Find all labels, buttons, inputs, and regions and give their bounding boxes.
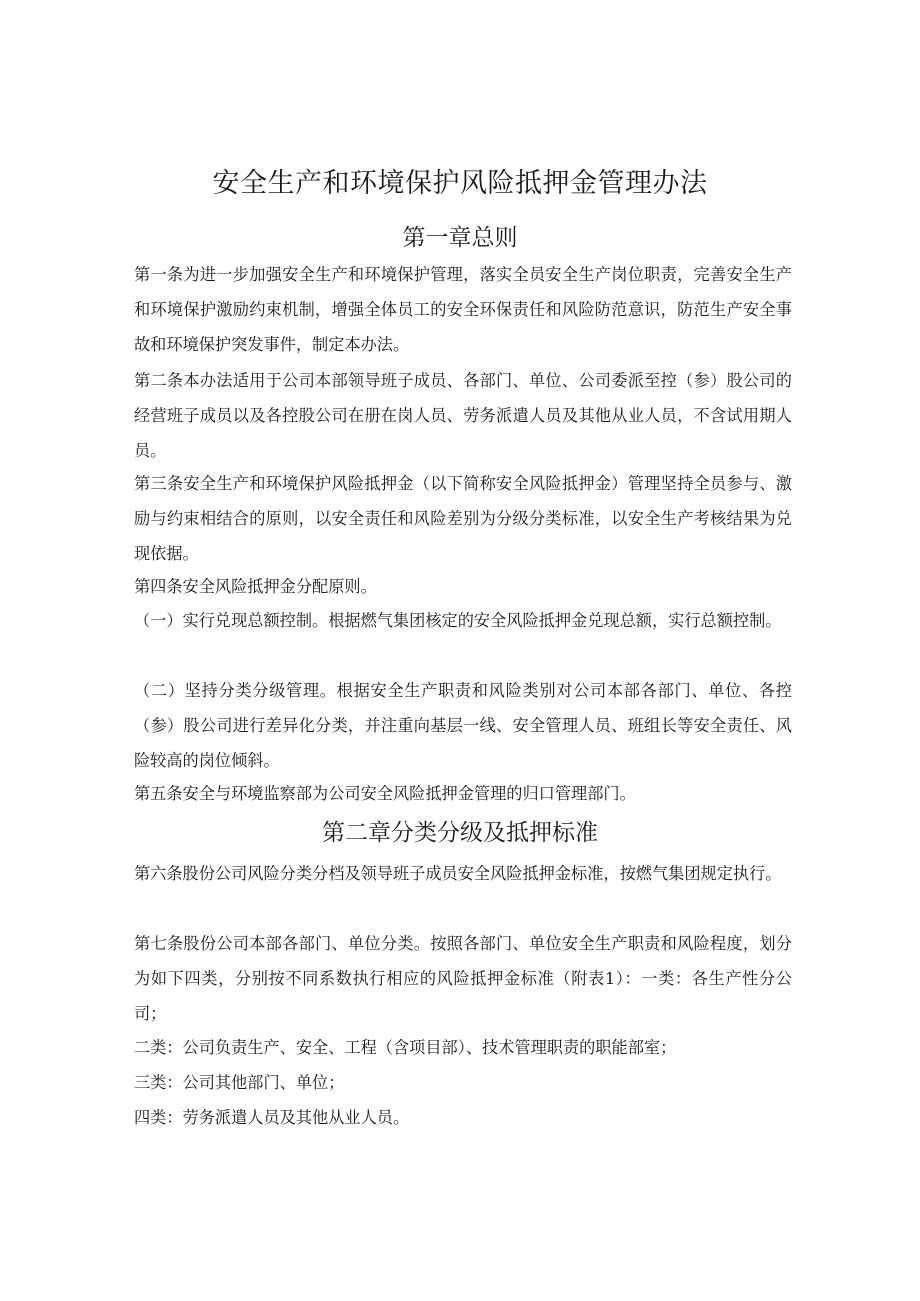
- article-6-paragraph: 第六条股份公司风险分类分档及领导班子成员安全风险抵押金标准，按燃气集团规定执行。: [134, 864, 782, 883]
- article-4-paragraph: 第四条安全风险抵押金分配原则。: [134, 577, 377, 596]
- article-1-paragraph: 第一条为进一步加强安全生产和环境保护管理，落实全员安全生产岗位职责，完善安全生产和环境保护激励约束机制，增强全体员工的安全环保责任和风险防范意识，防范生产安全事故和环境保护突发事件，制定本办法。: [134, 265, 792, 354]
- chapter-2-heading: 第二章分类分级及抵押标准: [322, 820, 598, 846]
- article-7-paragraph: 第七条股份公司本部各部门、单位分类。按照各部门、单位安全生产职责和风险程度，划分为如下四类，分别按不同系数执行相应的风险抵押金标准（附表1）：一类：各生产性分公司；: [134, 934, 792, 1023]
- category-4-paragraph: 四类：劳务派遣人员及其他从业人员。: [134, 1108, 410, 1127]
- article-2-paragraph: 第二条本办法适用于公司本部领导班子成员、各部门、单位、公司委派至控（参）股公司的经营班子成员以及各控股公司在册在岗人员、劳务派遣人员及其他从业人员，不含试用期人员。: [134, 371, 792, 460]
- article-4-item-2: （二）坚持分类分级管理。根据安全生产职责和风险类别对公司本部各部门、单位、各控（参）股公司进行差异化分类，并注重向基层一线、安全管理人员、班组长等安全责任、风险较高的岗位倾斜。: [134, 681, 792, 770]
- article-3-paragraph: 第三条安全生产和环境保护风险抵押金（以下简称安全风险抵押金）管理坚持全员参与、激励与约束相结合的原则，以安全责任和风险差别为分级分类标准，以安全生产考核结果为兑现依据。: [134, 474, 792, 563]
- article-5-paragraph: 第五条安全与环境监察部为公司安全风险抵押金管理的归口管理部门。: [134, 784, 636, 803]
- article-4-item-1: （一）实行兑现总额控制。根据燃气集团核定的安全风险抵押金兑现总额，实行总额控制。: [134, 611, 782, 630]
- document-title: 安全生产和环境保护风险抵押金管理办法: [212, 168, 708, 199]
- category-3-paragraph: 三类：公司其他部门、单位；: [134, 1073, 345, 1092]
- chapter-1-heading: 第一章总则: [402, 225, 518, 251]
- category-2-paragraph: 二类：公司负责生产、安全、工程（含项目部）、技术管理职责的职能部室；: [134, 1038, 677, 1057]
